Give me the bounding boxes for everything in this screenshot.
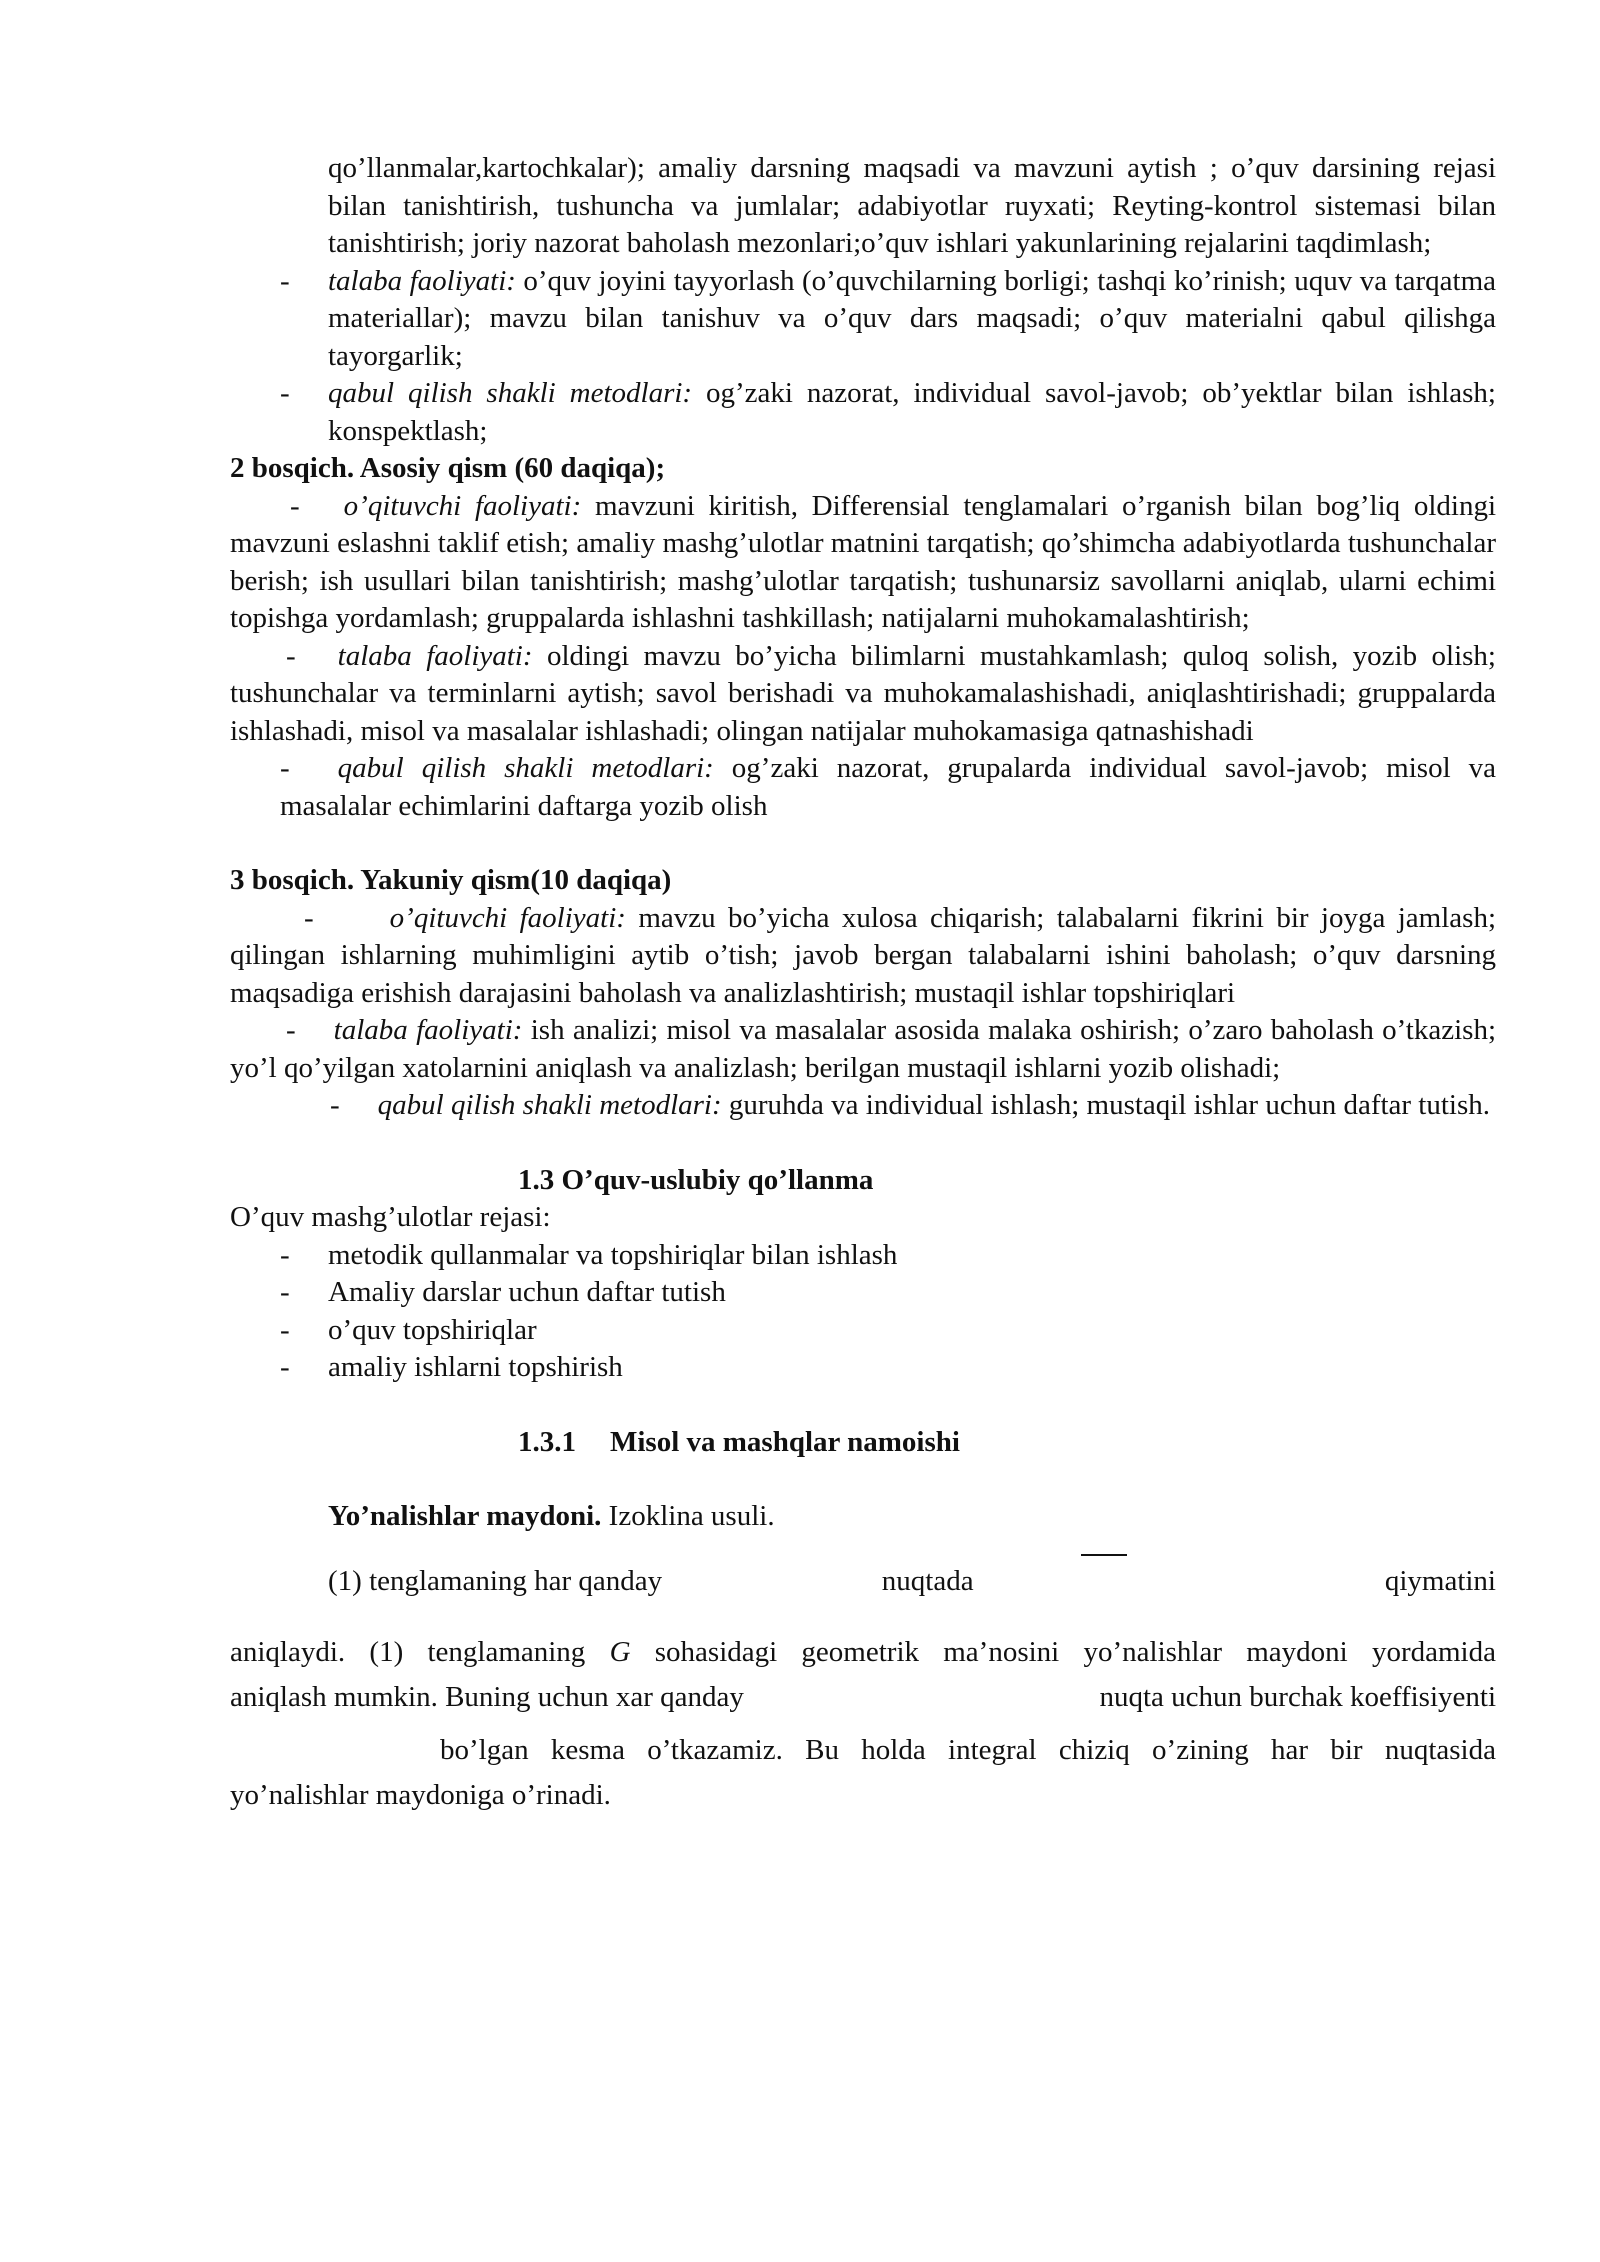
section-heading: 2 bosqich. Asosiy qism (60 daqiqa); (230, 452, 666, 484)
plan-list (230, 1237, 1496, 1387)
item-text: metodik qullanmalar va topshiriqlar bilan ishlash (328, 1238, 898, 1271)
paragraph-line: bo’lgan kesma o’tkazamiz. Bu holda integral chiziq o’zining har bir nuqtasida (440, 1733, 1496, 1766)
topic-bold: Yo’nalishlar maydoni. (328, 1500, 602, 1532)
item-label: talaba faoliyati: (333, 1014, 523, 1046)
blank-line (230, 1125, 1496, 1162)
bullet-dash: - (286, 1014, 296, 1046)
topic-rest: Izoklina usuli. (601, 1500, 775, 1532)
bullet-dash: - (280, 377, 290, 409)
formula-text-a: (1) tenglamaning har qanday (328, 1564, 663, 1597)
item-text: amaliy ishlarni topshirish (328, 1351, 623, 1383)
list-item (230, 1312, 1496, 1350)
text-run: sohasidagi geometrik ma’nosini yo’nalishlar maydoni yordamida (630, 1635, 1496, 1668)
item-label: talaba faoliyati: (337, 639, 533, 672)
subsection-text: Misol va mashqlar namoishi (610, 1425, 960, 1458)
plan-intro: O’quv mashg’ulotlar rejasi: (230, 1201, 551, 1233)
item-text: guruhda va individual ishlash; mustaqil ishlar uchun daftar tutish. (721, 1089, 1491, 1121)
blank-line (230, 825, 1496, 862)
document-page (230, 150, 1496, 1818)
subsection-number: 1.3.1 (518, 1425, 576, 1458)
text-run: aniqlash mumkin. Buning uchun xar qanday (230, 1680, 744, 1713)
item-text: mavzuni kiritish, Differensial tenglamalari o’rganish bilan bog’liq oldingi mavzuni eslashni taklif etish; amaliy mashg’ulotlar matnini tarqatish; qo’shimcha adabiyotlarda tushunchalar berish; ish usullari bilan tanishtirish; mashg’ulotlar tarqatish; tushunarsiz savollarni aniqlab, ularni echimi topishga yordamlash; gruppalarda ishlashni tashkillash; natijalarni muhokamalashtirish; (230, 489, 1497, 634)
bullet-dash: - (280, 1313, 290, 1346)
list-item (230, 1237, 1496, 1275)
item-label: qabul qilish shakli metodlari: (328, 377, 693, 409)
list-item (230, 263, 1496, 376)
formula-line (328, 1554, 1496, 1608)
bullet-dash: - (330, 1089, 340, 1121)
item-text: ish analizi; misol va masalalar asosida malaka oshirish; o’zaro baholash o’tkazish; yo’l qo’yilgan xatolarnini aniqlash va analizlash; berilgan mustaqil ishlarni yozib olishadi; (230, 1014, 1496, 1084)
item-text: mavzu bo’yicha xulosa chiqarish; talabalarni fikrini bir joyga jamlash; qilingan ishlarning muhimligini aytib o’tish; javob bergan talabalarni ishini baholash; o’quv darsning maqsadiga erishish darajasini baholash va analizlashtirish; mustaqil ishlar topshiriqlari (230, 901, 1497, 1009)
text-run: aniqlaydi. (1) tenglamaning (230, 1635, 610, 1668)
item-label: o’qituvchi faoliyati: (343, 489, 582, 522)
formula-dash (1081, 1554, 1127, 1608)
item-text: o’quv topshiriqlar (328, 1313, 537, 1346)
topic-line (328, 1498, 1496, 1536)
bullet-dash: - (280, 752, 290, 784)
list-paragraph (230, 1087, 1496, 1125)
formula-text-b: nuqtada (881, 1564, 974, 1597)
item-label: qabul qilish shakli metodlari: (337, 752, 714, 784)
list-paragraph (280, 750, 1496, 825)
item-text: oldingi mavzu bo’yicha bilimlarni mustahkamlash; quloq solish, yozib olish; tushunchalar va terminlarni aytish; savol berishadi va muhokamalashishadi, aniqlashtirishadi; gruppalarda ishlashadi, misol va masalalar ishlashadi; olingan natijalar muhokamasiga qatnashishadi (230, 639, 1496, 747)
subsection-title-1-3-1 (518, 1424, 1496, 1462)
bullet-dash: - (304, 901, 314, 934)
list-paragraph (230, 900, 1496, 1013)
bullet-dash: - (280, 1238, 290, 1271)
section-title-1-3: 1.3 O’quv-uslubiy qo’llanma (518, 1163, 874, 1196)
section-heading: 3 bosqich. Yakuniy qism(10 daqiqa) (230, 864, 672, 896)
item-text: og’zaki nazorat, grupalarda individual savol-javob; misol va masalalar echimlarini daftarga yozib olish (280, 752, 1496, 822)
bullet-dash: - (286, 639, 296, 672)
item-label: talaba faoliyati: (328, 264, 516, 297)
paragraph-line (230, 1630, 1496, 1675)
list-paragraph (230, 638, 1496, 751)
formula-text-c: qiymatini (1384, 1564, 1496, 1597)
list-paragraph (230, 488, 1496, 638)
paragraph-line (230, 1675, 1496, 1720)
list-item (230, 1274, 1496, 1312)
bullet-dash: - (280, 264, 290, 297)
math-symbol-g: G (609, 1635, 631, 1668)
item-label: qabul qilish shakli metodlari: (377, 1089, 722, 1121)
paragraph-line: yo’nalishlar maydoniga o’rinadi. (230, 1778, 611, 1811)
blank-line (230, 1461, 1496, 1498)
item-text: Amaliy darslar uchun daftar tutish (328, 1276, 726, 1308)
bullet-dash: - (290, 489, 300, 522)
text-run: nuqta uchun burchak koeffisiyenti (1099, 1680, 1496, 1713)
list-item (230, 1349, 1496, 1387)
continued-paragraph: qo’llanmalar,kartochkalar); amaliy darsning maqsadi va mavzuni aytish ; o’quv darsining rejasi bilan tanishtirish, tushuncha va jumlalar; adabiyotlar ruyxati; Reyting-kontrol sistemasi bilan tanishtirish; joriy nazorat baholash mezonlari;o’quv ishlari yakunlarining rejalarini taqdimlash; (328, 152, 1496, 259)
bullet-dash: - (280, 1351, 290, 1383)
bullet-dash: - (280, 1276, 290, 1308)
item-label: o’qituvchi faoliyati: (389, 901, 626, 934)
list-item (230, 375, 1496, 450)
item-text: og’zaki nazorat, individual savol-javob; ob’yektlar bilan ishlash; konspektlash; (328, 377, 1496, 447)
list-paragraph (230, 1012, 1496, 1087)
blank-line (230, 1387, 1496, 1424)
item-text: o’quv joyini tayyorlash (o’quvchilarning borligi; tashqi ko’rinish; uquv va tarqatma materiallar); mavzu bilan tanishuv va o’quv dars maqsadi; o’quv materialni qabul qilishga tayorgarlik; (328, 264, 1496, 372)
